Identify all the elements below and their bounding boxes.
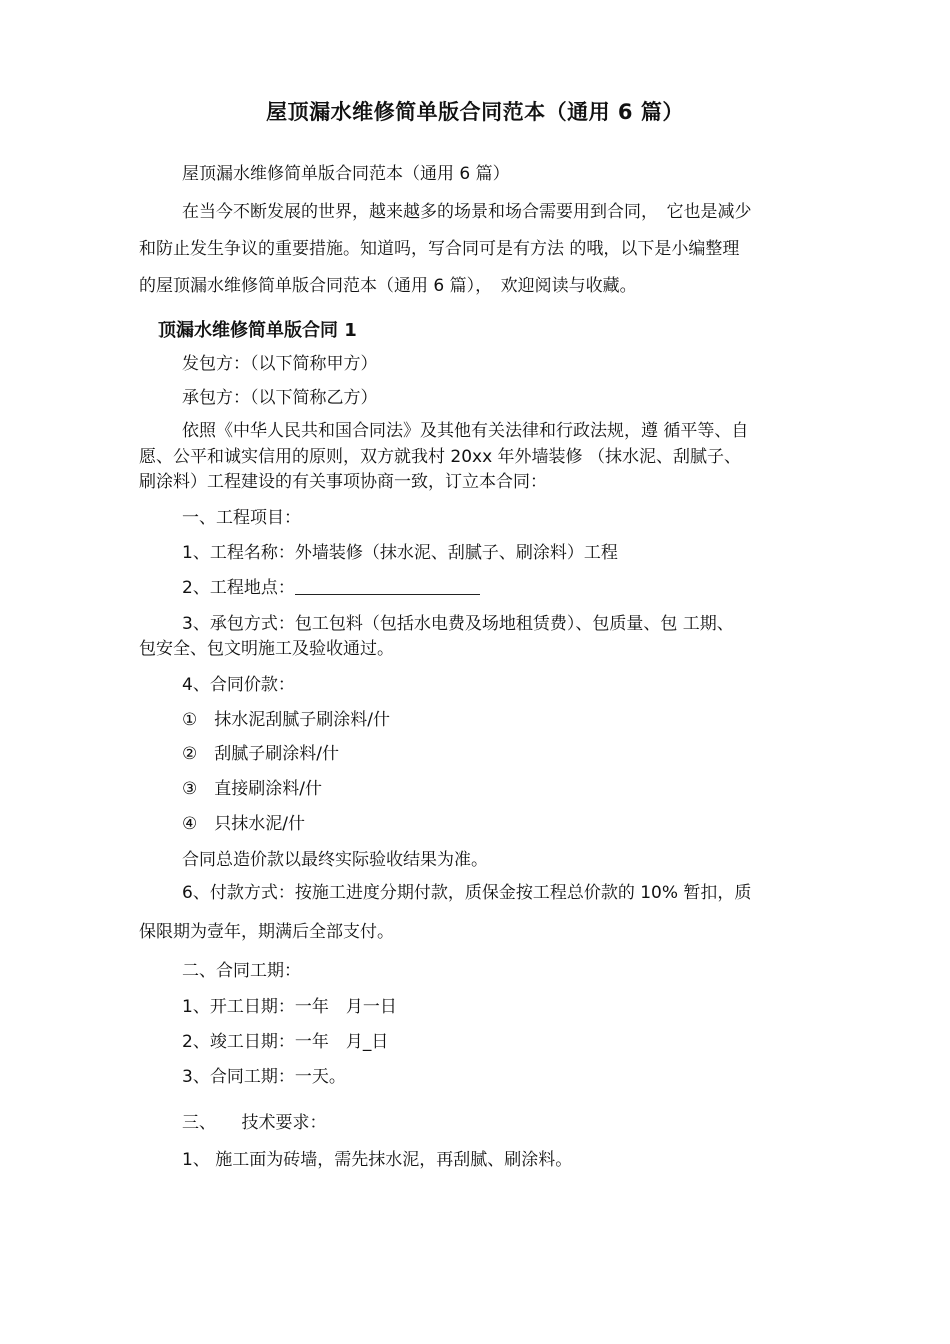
intro-line: 和防止发生争议的重要措施。知道吗，写合同可是有方法 的哦，以下是小编整理 (139, 239, 740, 259)
payment-line: 6、付款方式：按施工进度分期付款，质保金按工程总价款的 10% 暂扣，质 (182, 883, 752, 903)
basis-line: 依照《中华人民共和国合同法》及其他有关法律和行政法规，遵 循平等、自 (182, 421, 749, 441)
contract-method-line: 包安全、包文明施工及验收通过。 (139, 639, 394, 659)
project-name: 1、工程名称：外墙装修（抹水泥、刮腻子、刷涂料）工程 (182, 543, 618, 563)
contract-price: 4、合同价款： (182, 675, 295, 695)
contract-duration: 3、合同工期：一天。 (182, 1067, 346, 1087)
section-2-title: 二、合同工期： (182, 961, 301, 981)
project-location (182, 576, 480, 600)
basis-line: 刷涂料）工程建设的有关事项协商一致，订立本合同： (139, 472, 547, 492)
total-note: 合同总造价款以最终实际验收结果为准。 (182, 850, 488, 870)
price-item: ② 刮腻子刷涂料/什 (182, 744, 339, 764)
start-date: 1、开工日期：一年 月一日 (182, 997, 397, 1017)
payment-line: 保限期为壹年，期满后全部支付。 (139, 922, 394, 942)
contract-method-line: 3、承包方式：包工包料（包括水电费及场地租赁费）、包质量、包 工期、 (182, 614, 734, 634)
section-3-title: 三、 技术要求： (182, 1113, 327, 1133)
party-a: 发包方：（以下简称甲方） (182, 354, 378, 374)
section-1-title: 一、工程项目： (182, 508, 301, 528)
price-item: ① 抹水泥刮腻子刷涂料/什 (182, 710, 390, 730)
intro-line: 的屋顶漏水维修简单版合同范本（通用 6 篇）， 欢迎阅读与收藏。 (139, 276, 637, 296)
intro-line: 在当今不断发展的世界，越来越多的场景和场合需要用到合同， 它也是减少 (182, 202, 752, 222)
tech-requirement: 1、 施工面为砖墙，需先抹水泥，再刮腻、刷涂料。 (182, 1150, 573, 1170)
party-b: 承包方：（以下简称乙方） (182, 388, 378, 408)
price-item: ③ 直接刷涂料/什 (182, 779, 322, 799)
section-heading: 顶漏水维修简单版合同 1 (158, 320, 357, 341)
basis-line: 愿、公平和诚实信用的原则，双方就我村 20xx 年外墙装修 （抹水泥、刮腻子、 (139, 447, 741, 467)
project-location-label: 2、工程地点： (182, 578, 295, 598)
location-blank-line (295, 578, 480, 595)
price-item: ④ 只抹水泥/什 (182, 814, 305, 834)
document-title: 屋顶漏水维修简单版合同范本（通用 6 篇） (266, 100, 684, 124)
intro-line: 屋顶漏水维修简单版合同范本（通用 6 篇） (182, 164, 510, 184)
end-date: 2、竣工日期：一年 月_日 (182, 1032, 389, 1052)
